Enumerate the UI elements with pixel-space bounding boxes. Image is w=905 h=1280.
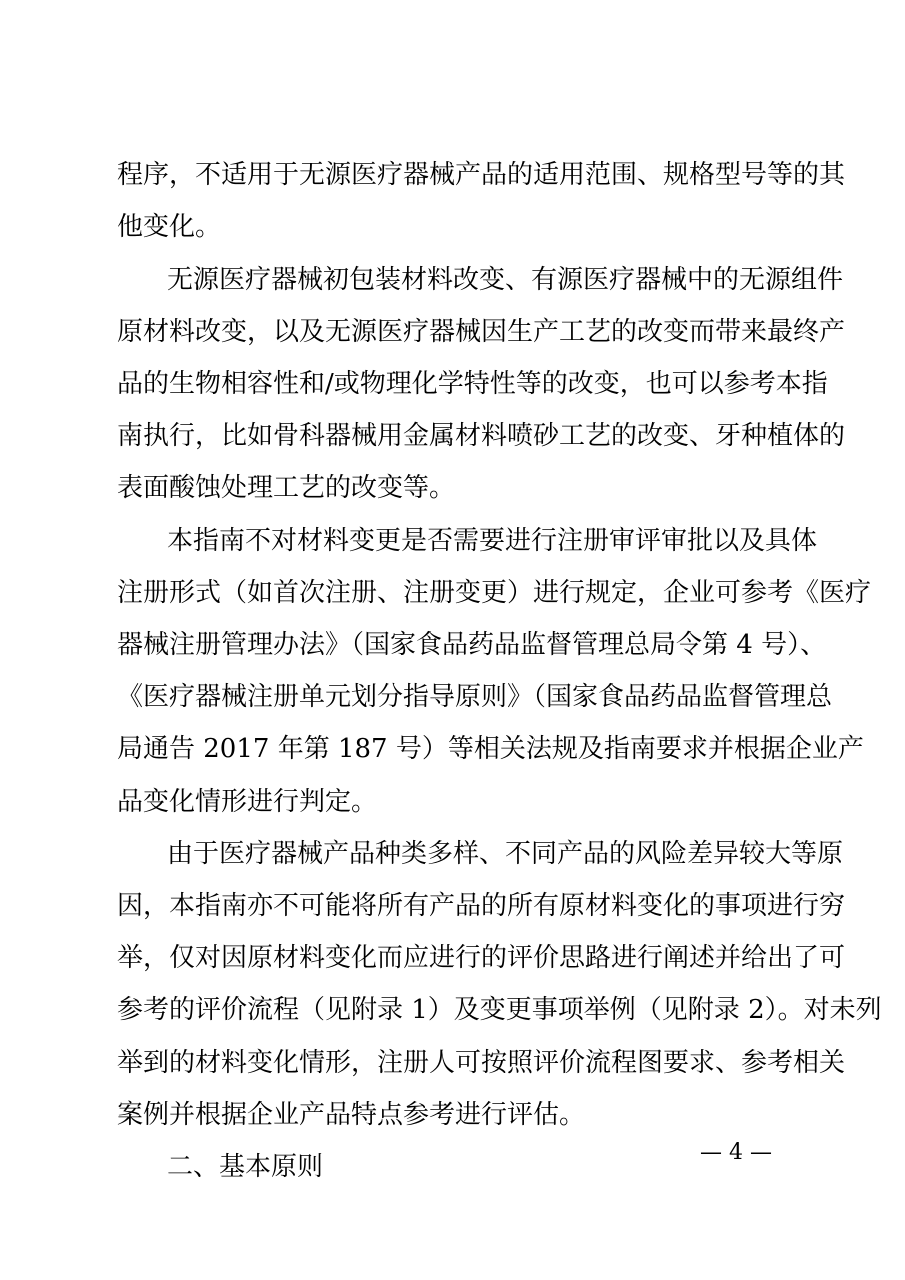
body-line-10: 器械注册管理办法》（国家食品药品监督管理总局令第 4 号）、	[117, 630, 827, 660]
body-line-17: 参考的评价流程（见附录 1）及变更事项举例（见附录 2）。对未列	[117, 995, 882, 1025]
body-line-15: 因，本指南亦不可能将所有产品的所有原材料变化的事项进行穷	[117, 891, 846, 921]
body-line-4: 原材料改变，以及无源医疗器械因生产工艺的改变而带来最终产	[117, 317, 846, 347]
body-line-7: 表面酸蚀处理工艺的改变等。	[117, 473, 456, 503]
body-line-8: 本指南不对材料变更是否需要进行注册审评审批以及具体	[167, 526, 818, 556]
body-line-2: 他变化。	[117, 212, 222, 242]
body-line-16: 举，仅对因原材料变化而应进行的评价思路进行阐述并给出了可	[117, 943, 846, 973]
body-line-12: 局通告 2017 年第 187 号）等相关法规及指南要求并根据企业产	[117, 734, 864, 764]
body-line-6: 南执行，比如骨科器械用金属材料喷砂工艺的改变、牙种植体的	[117, 421, 846, 451]
body-line-11: 《医疗器械注册单元划分指导原则》（国家食品药品监督管理总	[117, 682, 833, 712]
body-line-5: 品的生物相容性和/或物理化学特性等的改变，也可以参考本指	[117, 369, 828, 399]
body-line-1: 程序，不适用于无源医疗器械产品的适用范围、规格型号等的其	[117, 160, 846, 190]
body-line-18: 举到的材料变化情形，注册人可按照评价流程图要求、参考相关	[117, 1048, 846, 1078]
page-number: — 4 —	[700, 1140, 772, 1165]
body-line-14: 由于医疗器械产品种类多样、不同产品的风险差异较大等原	[167, 839, 844, 869]
body-line-9: 注册形式（如首次注册、注册变更）进行规定，企业可参考《医疗	[117, 578, 872, 608]
section-heading: 二、基本原则	[167, 1152, 324, 1182]
body-line-3: 无源医疗器械初包装材料改变、有源医疗器械中的无源组件	[167, 265, 844, 295]
body-line-13: 品变化情形进行判定。	[117, 787, 378, 817]
body-line-19: 案例并根据企业产品特点参考进行评估。	[117, 1100, 586, 1130]
